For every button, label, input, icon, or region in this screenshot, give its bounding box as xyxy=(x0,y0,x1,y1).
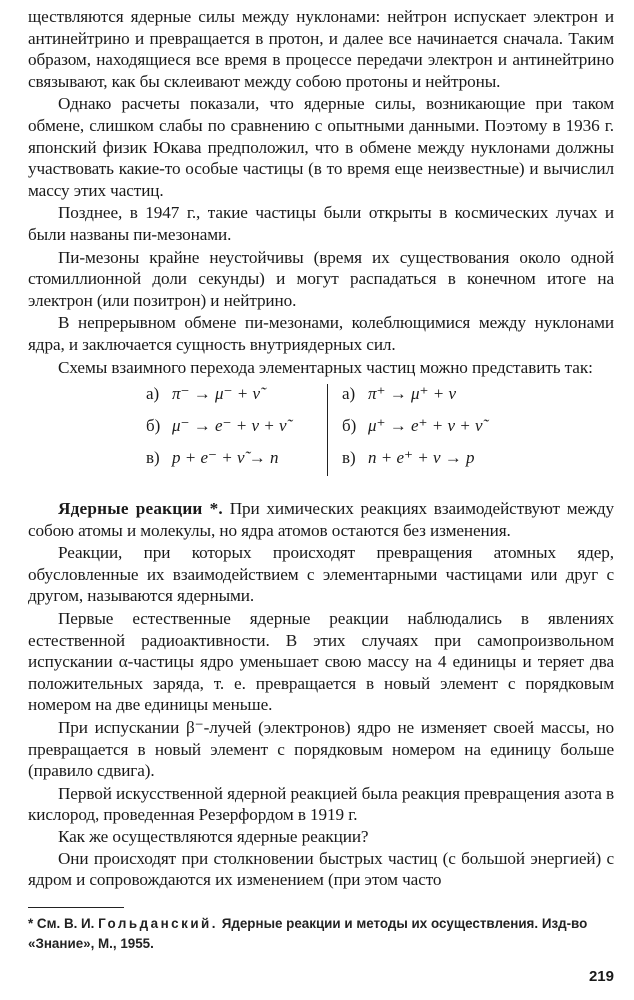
footnote-prefix: * См. В. И. xyxy=(28,916,99,931)
section-heading: Ядерные реакции *. xyxy=(58,499,223,519)
paragraph-7: Реакции, при которых происходят превращения атомных ядер, обусловленные их взаимодействием с элементарными частицами или друг с другом, называются ядерными. xyxy=(28,543,614,606)
formula-divider xyxy=(327,384,328,476)
paragraph-1: ществляются ядерные силы между нуклонами: нейтрон испускает электрон и антинейтрино и превращается в протон, и далее все начинается сначала. Таким образом, находящиеся все время в процессе передачи электрон и антинейтрино связывают, как бы склеивают между собою протоны и нейтроны. xyxy=(28,7,614,91)
paragraph-10: Первой искусственной ядерной реакцией была реакция превращения азота в кислород, проведенная Резерфордом в 1919 г. xyxy=(28,783,614,825)
formula-label: в) xyxy=(146,448,160,468)
formula-left-b xyxy=(146,416,287,436)
footnote xyxy=(28,914,614,954)
formula-label: б) xyxy=(146,416,161,436)
paragraph-9: При испускании β⁻-лучей (электронов) ядро не изменяет своей массы, но превращается в новый элемент с порядковым номером на единицу больше (правило сдвига). xyxy=(28,718,614,781)
paragraph-11: Как же осуществляются ядерные реакции? xyxy=(58,827,369,846)
formula-label: а) xyxy=(146,384,160,404)
formula-left-c xyxy=(146,448,279,468)
formula-expression: μ⁺ → e⁺ + ν + ν̃ xyxy=(368,416,483,436)
formula-right-b xyxy=(342,416,483,436)
formula-expression: π⁺ → μ⁺ + ν xyxy=(368,384,457,404)
footnote-title: Ядерные реакции и методы их осуществления. Изд-во «Знание», М., 1955. xyxy=(28,916,588,951)
paragraph-5: В непрерывном обмене пи-мезонами, колеблющимися между нуклонами ядра, и заключается сущность внутриядерных сил. xyxy=(28,313,614,354)
formula-label: в) xyxy=(342,448,356,468)
paragraph-3: Позднее, в 1947 г., такие частицы были открыты в космических лучах и были названы пи-мезонами. xyxy=(28,203,614,244)
page-number: 219 xyxy=(588,968,614,985)
section-intro-text: При химических реакциях взаимодействуют между собою атомы и молекулы, но ядра атомов остаются без изменения. xyxy=(28,499,614,540)
paragraph-12: Они происходят при столкновении быстрых частиц (с большой энергией) с ядром и сопровождаются их изменением (при этом часто xyxy=(28,848,614,890)
paragraph-6: Схемы взаимного перехода элементарных частиц можно представить так: xyxy=(58,357,593,377)
formula-expression: μ⁻ → e⁻ + ν + ν̃ xyxy=(172,416,287,436)
formula-left-a xyxy=(146,384,260,404)
formula-label: б) xyxy=(342,416,357,436)
section-intro-paragraph xyxy=(28,498,614,541)
footnote-author: Гольданский. xyxy=(98,916,219,931)
formula-expression: p + e⁻ + ν̃ → n xyxy=(172,448,279,468)
footnote-rule xyxy=(28,907,124,908)
formula-label: а) xyxy=(342,384,356,404)
page-body xyxy=(28,6,614,891)
formula-expression: n + e⁺ + ν → p xyxy=(368,448,475,468)
paragraph-4: Пи-мезоны крайне неустойчивы (время их существования около одной стомиллионной доли секунды) и могут распадаться в конечном итоге на электрон (или позитрон) и нейтрино. xyxy=(28,247,614,310)
formula-right-a xyxy=(342,384,456,404)
formula-expression: π⁻ → μ⁻ + ν̃ xyxy=(172,384,261,404)
formula-right-c xyxy=(342,448,475,468)
paragraph-2: Однако расчеты показали, что ядерные силы, возникающие при таком обмене, слишком слабы по сравнению с опытными данными. Поэтому в 1936 г. японский физик Юкава предположил, что в обмене между нуклонами должны участвовать какие-то особые частицы (в то время еще неизвестные) и вычислил массу этих частиц. xyxy=(28,94,614,200)
paragraph-8: Первые естественные ядерные реакции наблюдались в явлениях естественной радиоактивности. В этих случаях при самопроизвольном испускании α-частицы ядро уменьшает свою массу на 4 единицы и теряет два положительных заряда, т. е. превращается в новый элемент с порядковым номером на две единицы меньше. xyxy=(28,609,614,715)
particle-transition-schemes xyxy=(28,382,614,478)
